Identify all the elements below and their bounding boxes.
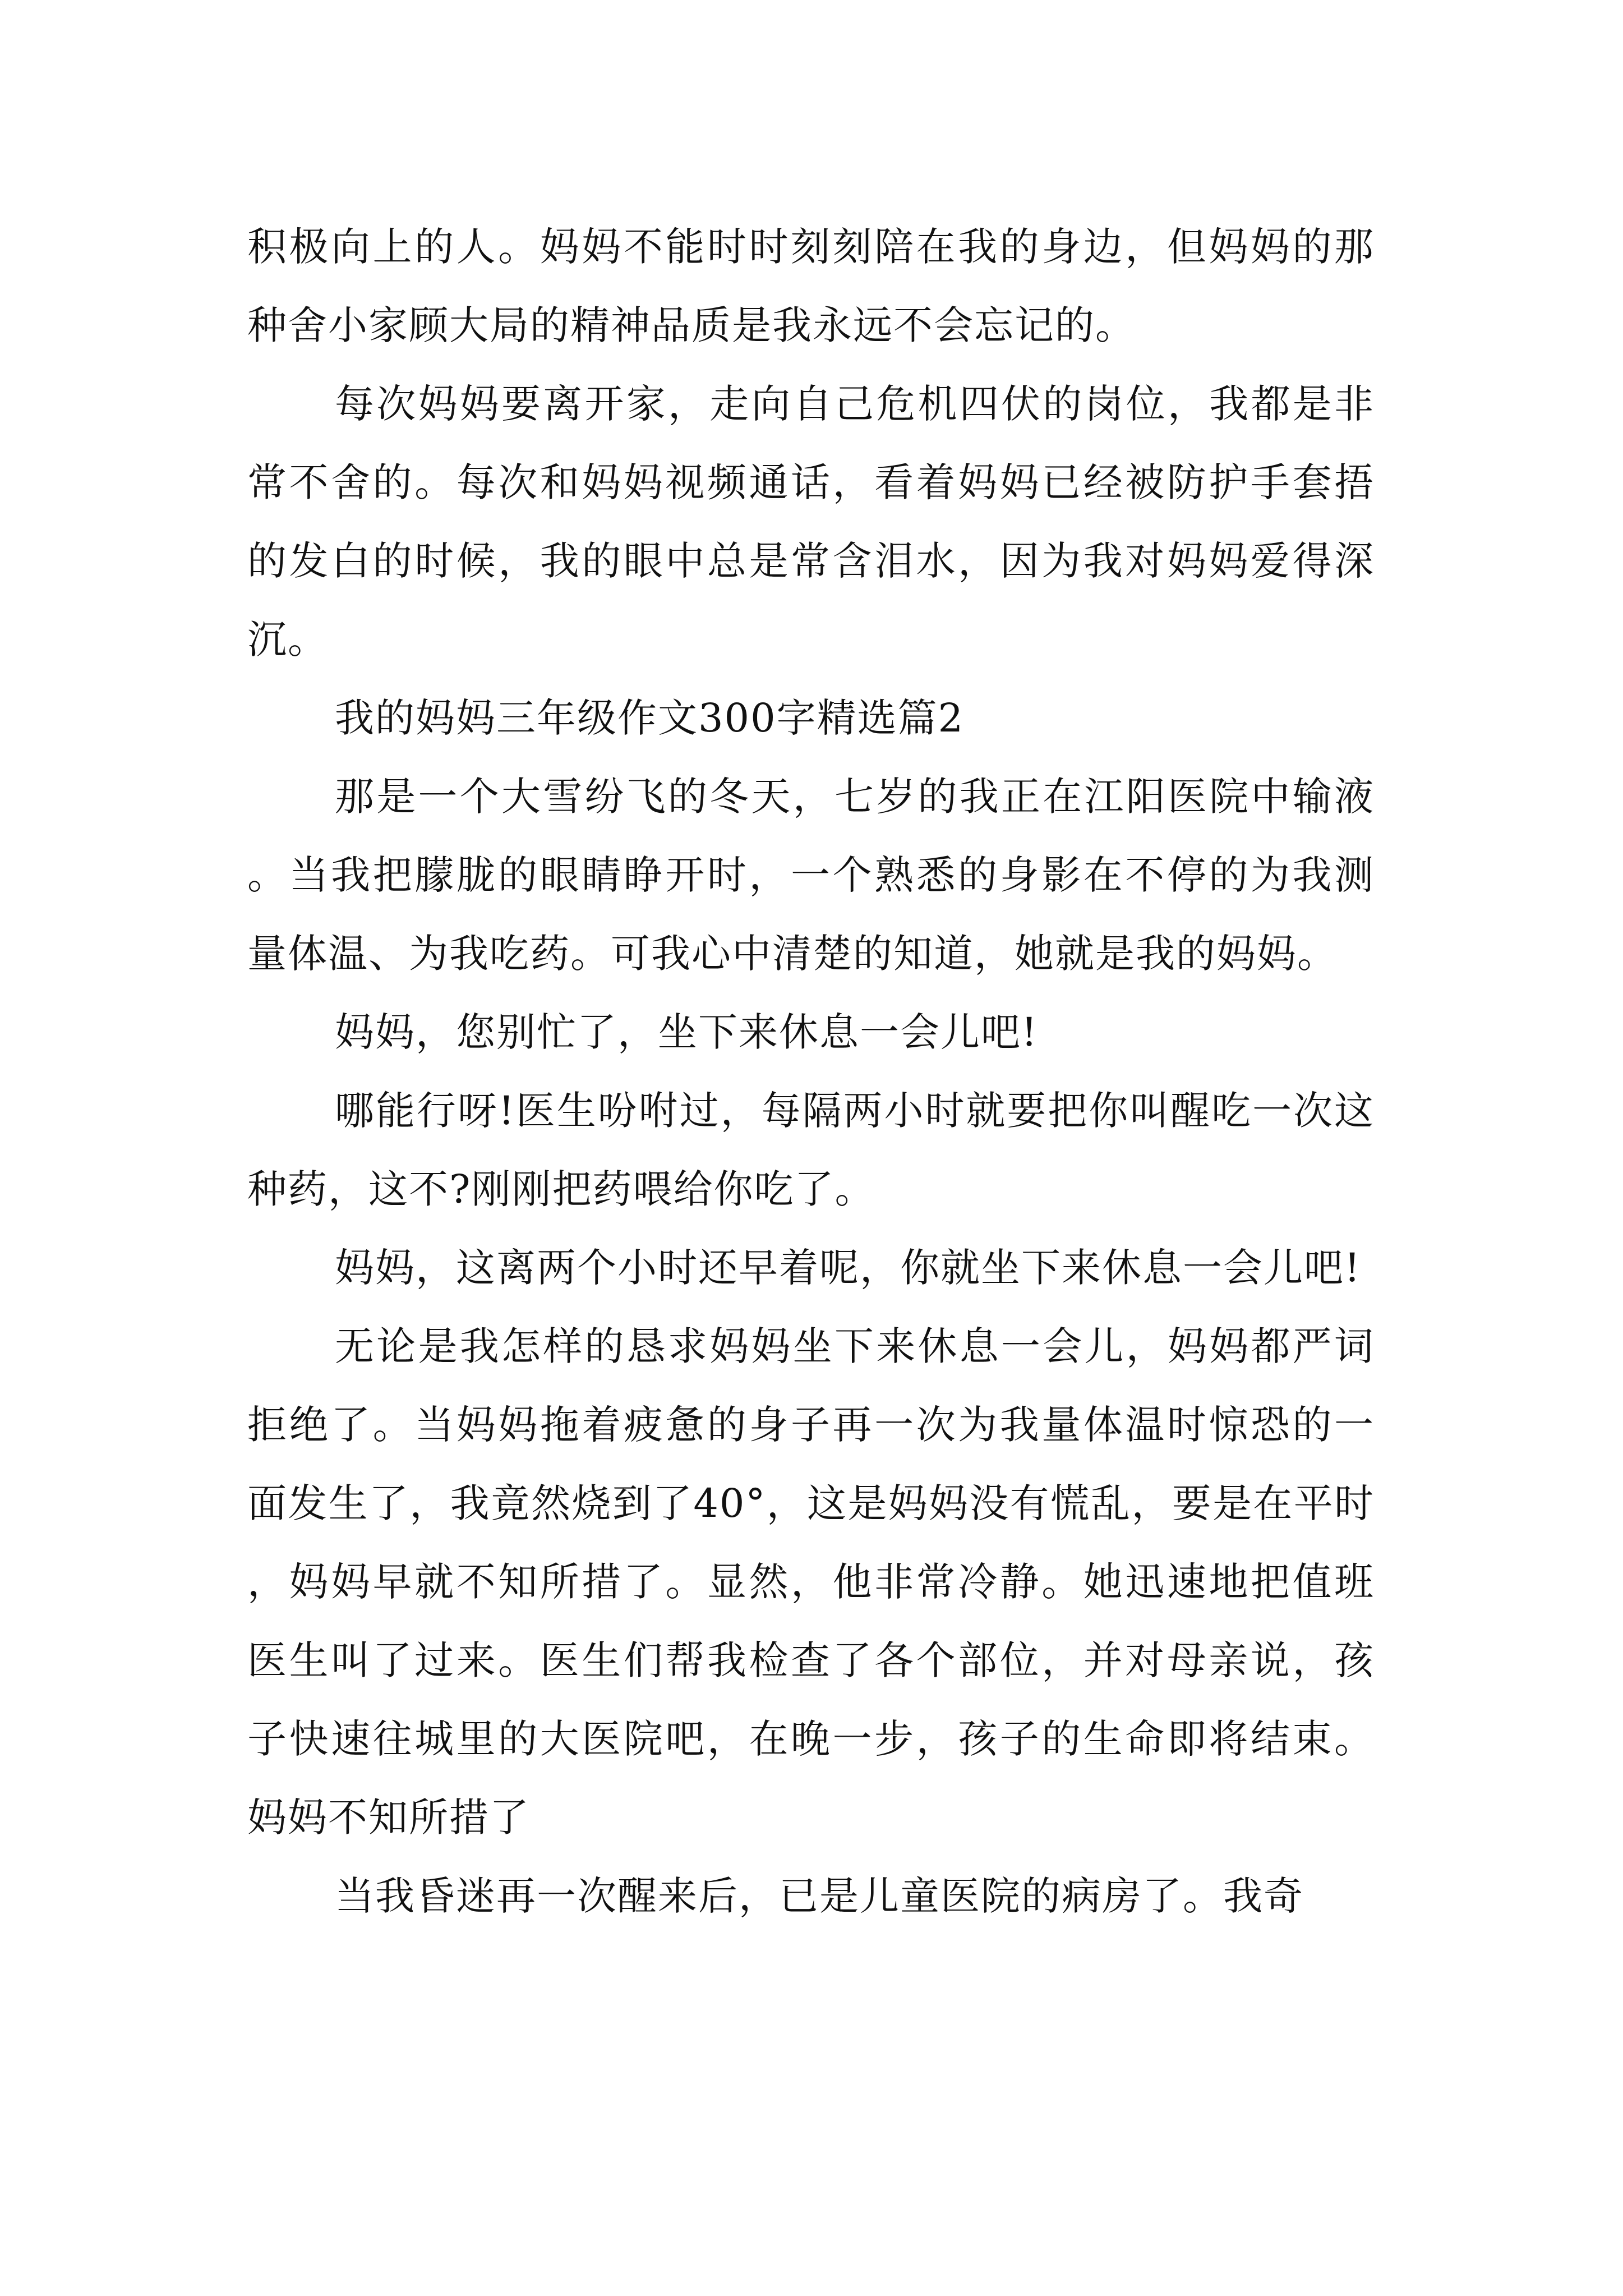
paragraph: 妈妈，您别忙了，坐下来休息一会儿吧! (335, 1009, 1039, 1055)
paragraph: 妈妈，这离两个小时还早着呢，你就坐下来休息一会儿吧! (335, 1245, 1362, 1291)
section-heading: 我的妈妈三年级作文300字精选篇2 (335, 695, 965, 741)
paragraph: 当我昏迷再一次醒来后，已是儿童医院的病房了。我奇 (335, 1873, 1304, 1919)
paragraph: 每次妈妈要离开家，走向自己危机四伏的岗位，我都是非常不舍的。每次和妈妈视频通话，看着妈妈已经被防护手套捂的发白的时候，我的眼中总是常含泪水，因为我对妈妈爱得深沉。 (247, 381, 1375, 662)
paragraph: 积极向上的人。妈妈不能时时刻刻陪在我的身边，但妈妈的那种舍小家顾大局的精神品质是我永远不会忘记的。 (247, 224, 1375, 348)
document-body (247, 208, 1375, 1935)
paragraph: 哪能行呀!医生吩咐过，每隔两小时就要把你叫醒吃一次这种药，这不?刚刚把药喂给你吃了。 (247, 1088, 1375, 1212)
paragraph: 那是一个大雪纷飞的冬天，七岁的我正在江阳医院中输液。当我把朦胧的眼睛睁开时，一个熟悉的身影在不停的为我测量体温、为我吃药。可我心中清楚的知道，她就是我的妈妈。 (247, 774, 1375, 977)
paragraph: 无论是我怎样的恳求妈妈坐下来休息一会儿，妈妈都严词拒绝了。当妈妈拖着疲惫的身子再一次为我量体温时惊恐的一面发生了，我竟然烧到了40°，这是妈妈没有慌乱，要是在平时，妈妈早就不知所措了。显然，他非常冷静。她迅速地把值班医生叫了过来。医生们帮我检查了各个部位，并对母亲说，孩子快速往城里的大医院吧，在晚一步，孩子的生命即将结束。妈妈不知所措了 (247, 1323, 1375, 1841)
